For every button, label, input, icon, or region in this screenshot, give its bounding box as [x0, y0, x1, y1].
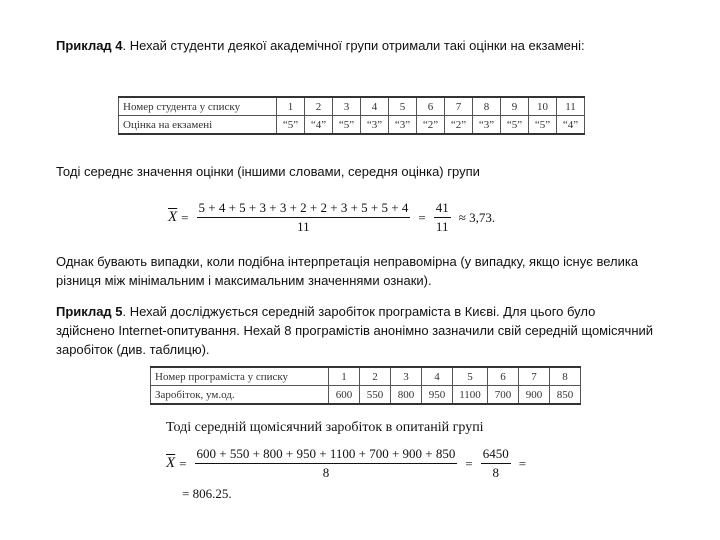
table-row: [119, 97, 585, 116]
table-cell: 2: [305, 97, 333, 116]
example5-mean-text: Тоді середній щомісячний заробіток в опитаній групі: [166, 420, 484, 435]
fraction: [195, 446, 458, 481]
fraction: [434, 200, 451, 235]
table-cell: 4: [361, 97, 389, 116]
table-cell: 5: [453, 367, 488, 386]
table-cell: “2”: [445, 116, 473, 135]
table-cell: 900: [519, 386, 550, 405]
fraction-numerator: 6450: [481, 446, 511, 464]
table-header-cell: Оцінка на екзамені: [119, 116, 277, 135]
table-cell: 11: [557, 97, 585, 116]
grade-mean-formula: $\overline{X}$ = $\frac{5 + 4 + 5 + 3 + 3 + 2 + 2 + 3 + 5 + 5 + 4}{11}$ = $\frac{41}{11}$ ≈ 3,73.: [168, 200, 496, 234]
table-cell: 6: [417, 97, 445, 116]
fraction: [197, 200, 411, 235]
table-header-cell: Заробіток, ум.од.: [151, 386, 329, 405]
grades-table: [118, 96, 585, 135]
example4-mean-text: Тоді середнє значення оцінки (іншими словами, середня оцінка) групи: [56, 164, 480, 179]
table-cell: “4”: [557, 116, 585, 135]
salary-mean-formula: $\overline{X}$ = $\frac{600 + 550 + 800 + 950 + 1100 + 700 + 900 + 850}{8}$ = $\frac{6450}{8}$ =: [166, 446, 527, 480]
table-cell: 7: [519, 367, 550, 386]
table-row: [119, 116, 585, 135]
table-cell: “4”: [305, 116, 333, 135]
table-cell: 7: [445, 97, 473, 116]
table-cell: 700: [488, 386, 519, 405]
formula-result: = 806.25.: [182, 486, 232, 501]
table-cell: 8: [550, 367, 581, 386]
table-header-cell: Номер студента у списку: [119, 97, 277, 116]
table-cell: 3: [333, 97, 361, 116]
table-cell: “3”: [389, 116, 417, 135]
formula-result: ≈ 3,73.: [458, 209, 496, 225]
table-cell: 1: [329, 367, 360, 386]
table-cell: 950: [422, 386, 453, 405]
table-cell: 1100: [453, 386, 488, 405]
table-cell: 5: [389, 97, 417, 116]
example5-label: Приклад 5: [56, 304, 123, 319]
fraction-denominator: 8: [322, 465, 330, 480]
table-cell: 9: [501, 97, 529, 116]
table-cell: “3”: [361, 116, 389, 135]
table-cell: “2”: [417, 116, 445, 135]
table-row: [151, 386, 581, 405]
fraction-numerator: 41: [434, 200, 451, 218]
example5-paragraph: [56, 302, 656, 359]
fraction-denominator: 11: [297, 219, 310, 234]
table-cell: 1: [277, 97, 305, 116]
table-cell: 550: [360, 386, 391, 405]
table-cell: 4: [422, 367, 453, 386]
table-cell: 2: [360, 367, 391, 386]
mean-symbol: $\overline{X}$: [168, 209, 178, 225]
example4-paragraph: [56, 36, 656, 55]
fraction-numerator: 600 + 550 + 800 + 950 + 1100 + 700 + 900 + 850: [195, 446, 458, 464]
table-cell: 850: [550, 386, 581, 405]
table-cell: “5”: [333, 116, 361, 135]
fraction-denominator: 11: [435, 219, 449, 234]
table-cell: 10: [529, 97, 557, 116]
fraction: [481, 446, 511, 481]
table-cell: 600: [329, 386, 360, 405]
fraction-numerator: 5 + 4 + 5 + 3 + 3 + 2 + 2 + 3 + 5 + 5 + 4: [197, 200, 411, 218]
example5-text: . Нехай досліджується середній заробіток програміста в Києві. Для цього було здійснено Internet-опитування. Нехай 8 програмістів анонімно зазначили свій середній щомісячний заробіток (див. таблицю).: [56, 304, 654, 357]
table-cell: “5”: [501, 116, 529, 135]
table-cell: 3: [391, 367, 422, 386]
fraction-denominator: 8: [492, 465, 499, 480]
example4-label: Приклад 4: [56, 38, 123, 53]
salary-formula-result: [182, 486, 232, 502]
mean-symbol: $\overline{X}$: [166, 455, 176, 471]
table-cell: 800: [391, 386, 422, 405]
example4-note: Однак бувають випадки, коли подібна інтерпретація неправомірна (у випадку, якщо існує велика різниця між мінімальним і максимальним значеннями ознаки).: [56, 254, 639, 288]
table-cell: 8: [473, 97, 501, 116]
table-row: [151, 367, 581, 386]
table-header-cell: Номер програміста у списку: [151, 367, 329, 386]
table-cell: 6: [488, 367, 519, 386]
table-cell: “3”: [473, 116, 501, 135]
table-cell: “5”: [529, 116, 557, 135]
table-cell: “5”: [277, 116, 305, 135]
salary-table: [150, 366, 581, 405]
example4-text: . Нехай студенти деякої академічної групи отримали такі оцінки на екзамені:: [122, 38, 585, 53]
